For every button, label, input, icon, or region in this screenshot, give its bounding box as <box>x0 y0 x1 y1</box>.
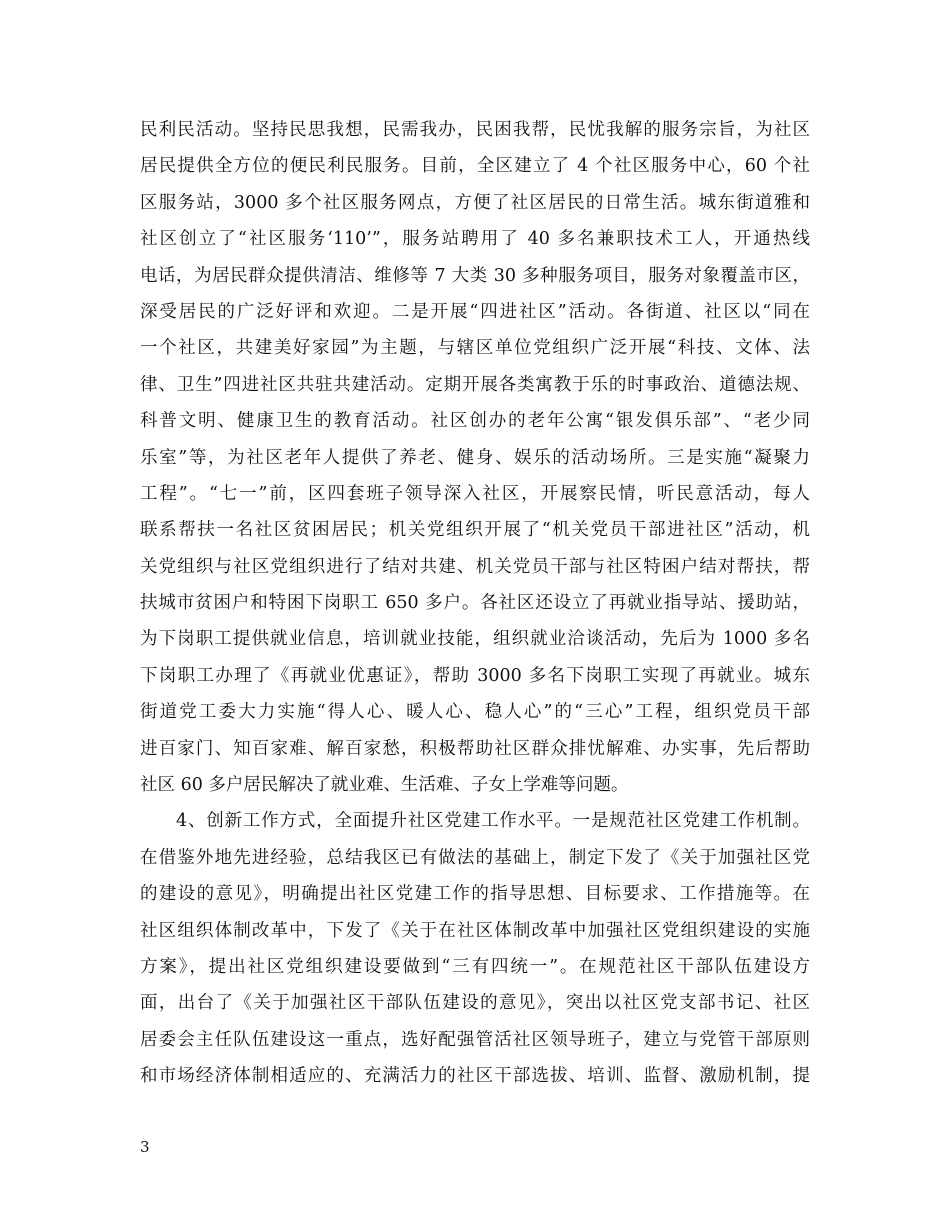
text-line: 科普文明、健康卫生的教育活动。社区创办的老年公寓“银发俱乐部”、“老少同 <box>140 411 810 432</box>
body-text <box>140 112 810 1095</box>
text-line: 的建设的意见》，明确提出社区党建工作的指导思想、目标要求、工作措施等。在 <box>140 884 810 905</box>
text-line: 乐室”等，为社区老年人提供了养老、健身、娱乐的活动场所。三是实施“凝聚力 <box>140 447 810 468</box>
text-line: 深受居民的广泛好评和欢迎。二是开展“四进社区”活动。各街道、社区以“同在 <box>140 301 810 322</box>
text-line: 区服务站，3000 多个社区服务网点，方便了社区居民的日常生活。城东街道雅和 <box>140 192 810 213</box>
text-line: 居委会主任队伍建设这一重点，选好配强管活社区领导班子，建立与党管干部原则 <box>140 1029 810 1050</box>
page-number: 3 <box>140 1138 150 1156</box>
text-line: 社区创立了“社区服务‘110’”，服务站聘用了 40 多名兼职技术工人，开通热线 <box>140 229 810 250</box>
text-line: 面，出台了《关于加强社区干部队伍建设的意见》，突出以社区党支部书记、社区 <box>140 993 810 1014</box>
paragraph-heading-line: 4、创新工作方式，全面提升社区党建工作水平。一是规范社区党建工作机制。 <box>176 811 810 832</box>
text-line: 方案》，提出社区党组织建设要做到“三有四统一”。在规范社区干部队伍建设方 <box>140 956 810 977</box>
text-line: 在借鉴外地先进经验，总结我区已有做法的基础上，制定下发了《关于加强社区党 <box>140 847 810 868</box>
text-line: 下岗职工办理了《再就业优惠证》，帮助 3000 多名下岗职工实现了再就业。城东 <box>140 665 810 686</box>
text-line: 进百家门、知百家难、解百家愁，积极帮助社区群众排忧解难、办实事，先后帮助 <box>140 738 810 759</box>
text-line: 街道党工委大力实施“得人心、暖人心、稳人心”的“三心”工程，组织党员干部 <box>140 702 810 723</box>
text-line: 一个社区，共建美好家园”为主题，与辖区单位党组织广泛开展“科技、文体、法 <box>140 338 810 359</box>
text-line: 电话，为居民群众提供清洁、维修等 7 大类 30 多种服务项目，服务对象覆盖市区， <box>140 265 810 286</box>
text-line: 和市场经济体制相适应的、充满活力的社区干部选拔、培训、监督、激励机制，提 <box>140 1066 810 1087</box>
text-line: 关党组织与社区党组织进行了结对共建、机关党员干部与社区特困户结对帮扶，帮 <box>140 556 810 577</box>
text-line: 工程”。“七一”前，区四套班子领导深入社区，开展察民情，听民意活动，每人 <box>140 483 810 504</box>
text-line: 居民提供全方位的便民利民服务。目前，全区建立了 4 个社区服务中心，60 个社 <box>140 156 810 177</box>
text-line: 民利民活动。坚持民思我想，民需我办，民困我帮，民忧我解的服务宗旨，为社区 <box>140 120 810 140</box>
text-line: 扶城市贫困户和特困下岗职工 650 多户。各社区还设立了再就业指导站、援助站， <box>140 593 810 614</box>
text-line: 社区 60 多户居民解决了就业难、生活难、子女上学难等问题。 <box>140 775 629 796</box>
text-line: 联系帮扶一名社区贫困居民；机关党组织开展了“机关党员干部进社区”活动，机 <box>140 520 810 541</box>
text-line: 社区组织体制改革中，下发了《关于在社区体制改革中加强社区党组织建设的实施 <box>140 920 810 941</box>
text-line: 为下岗职工提供就业信息，培训就业技能，组织就业洽谈活动，先后为 1000 多名 <box>140 629 810 650</box>
text-line: 律、卫生”四进社区共驻共建活动。定期开展各类寓教于乐的时事政治、道德法规、 <box>140 374 810 395</box>
